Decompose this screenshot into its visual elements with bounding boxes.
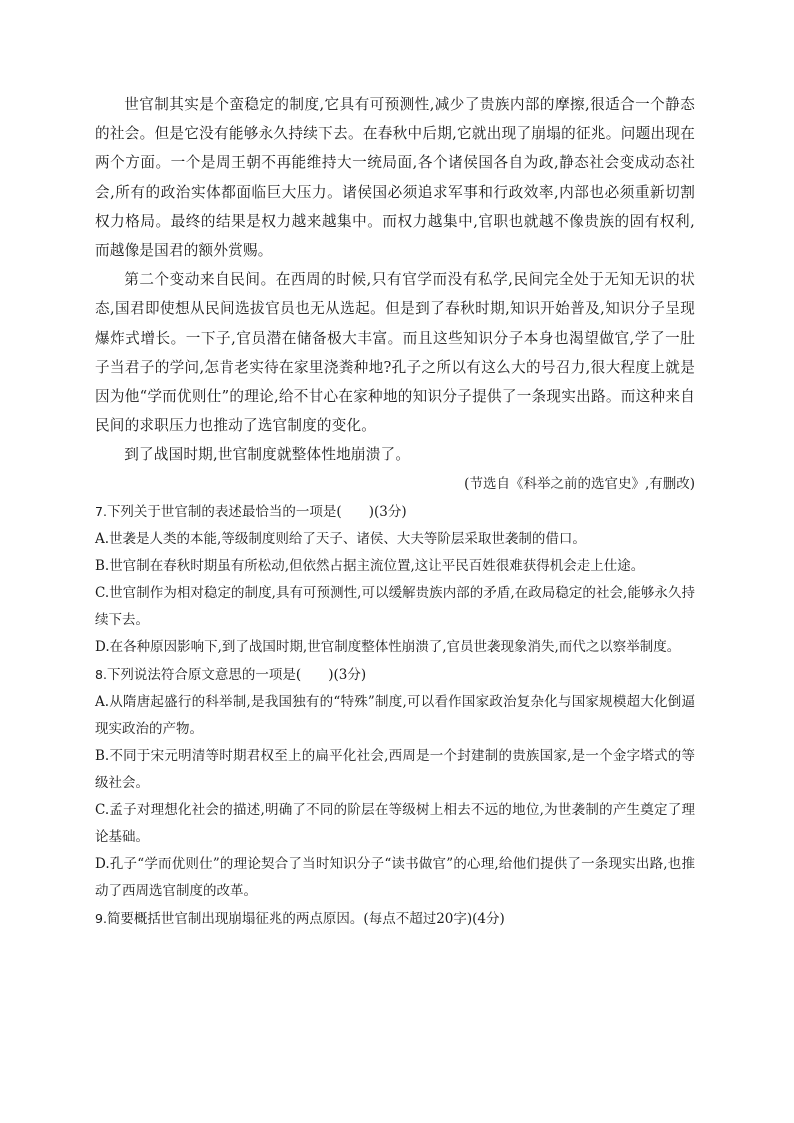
option-b: B.不同于宋元明清等时期君权至上的扁平化社会,西周是一个封建制的贵族国家,是一个金字塔式的等级社会。 [95, 747, 695, 791]
passage-paragraph-3: 到了战国时期,世官制度就整体性地崩溃了。 [124, 446, 411, 464]
question-8 [95, 661, 695, 905]
question-text: 下列说法符合原文意思的一项是( )(3分) [106, 666, 367, 683]
option-c: C.孟子对理想化社会的描述,明确了不同的阶层在等级树上相去不远的地位,为世袭制的产生奠定了理论基础。 [95, 801, 695, 845]
passage-paragraph-1: 世官制其实是个蛮稳定的制度,它具有可预测性,减少了贵族内部的摩擦,很适合一个静态的社会。但是它没有能够永久持续下去。在春秋中后期,它就出现了崩塌的征兆。问题出现在两个方面。一个是周王朝不再能维持大一统局面,各个诸侯国各自为政,静态社会变成动态社会,所有的政治实体都面临巨大压力。诸侯国必须追求军事和行政效率,内部也必须重新切割权力格局。最终的结果是权力越来越集中。而权力越集中,官职也就越不像贵族的固有权利,而越像是国君的额外赏赐。 [95, 96, 695, 260]
option-b: B.世官制在春秋时期虽有所松动,但依然占据主流位置,这让平民百姓很难获得机会走上仕途。 [95, 557, 645, 574]
question-9 [95, 905, 695, 933]
option-d: D.孔子“学而优则仕”的理论契合了当时知识分子“读书做官”的心理,给他们提供了一条现实出路,也推动了西周选官制度的改革。 [95, 855, 695, 899]
question-number: 8. [95, 666, 107, 682]
question-7 [95, 498, 695, 661]
question-stem [95, 661, 695, 689]
question-stem [95, 905, 695, 933]
passage [95, 90, 695, 498]
option-a: A.从隋唐起盛行的科举制,是我国独有的“特殊”制度,可以看作国家政治复杂化与国家规模超大化倒逼现实政治的产物。 [95, 693, 695, 737]
question-number: 7. [95, 503, 107, 519]
question-text: 简要概括世官制出现崩塌征兆的两点原因。(每点不超过20字)(4分) [106, 910, 505, 927]
option-a: A.世袭是人类的本能,等级制度则给了天子、诸侯、大夫等阶层采取世袭制的借口。 [95, 530, 586, 547]
question-number: 9. [95, 910, 107, 926]
question-stem [95, 498, 695, 526]
question-text: 下列关于世官制的表述最恰当的一项是( )(3分) [106, 503, 407, 520]
document-content [95, 90, 695, 933]
option-c: C.世官制作为相对稳定的制度,具有可预测性,可以缓解贵族内部的矛盾,在政局稳定的社会,能够永久持续下去。 [95, 584, 695, 628]
passage-paragraph-2: 第二个变动来自民间。在西周的时候,只有官学而没有私学,民间完全处于无知无识的状态,国君即使想从民间选拔官员也无从选起。但是到了春秋时期,知识开始普及,知识分子呈现爆炸式增长。一下子,官员潜在储备极大丰富。而且这些知识分子本身也渴望做官,学了一肚子当君子的学问,怎肯老实待在家里浇粪种地?孔子之所以有这么大的号召力,很大程度上就是因为他“学而优则仕”的理论,给不甘心在家种地的知识分子提供了一条现实出路。而这种来自民间的求职压力也推动了选官制度的变化。 [95, 271, 695, 435]
option-d: D.在各种原因影响下,到了战国时期,世官制度整体性崩溃了,官员世袭现象消失,而代之以察举制度。 [95, 638, 681, 655]
passage-source: (节选自《科举之前的选官史》,有删改) [464, 475, 695, 492]
